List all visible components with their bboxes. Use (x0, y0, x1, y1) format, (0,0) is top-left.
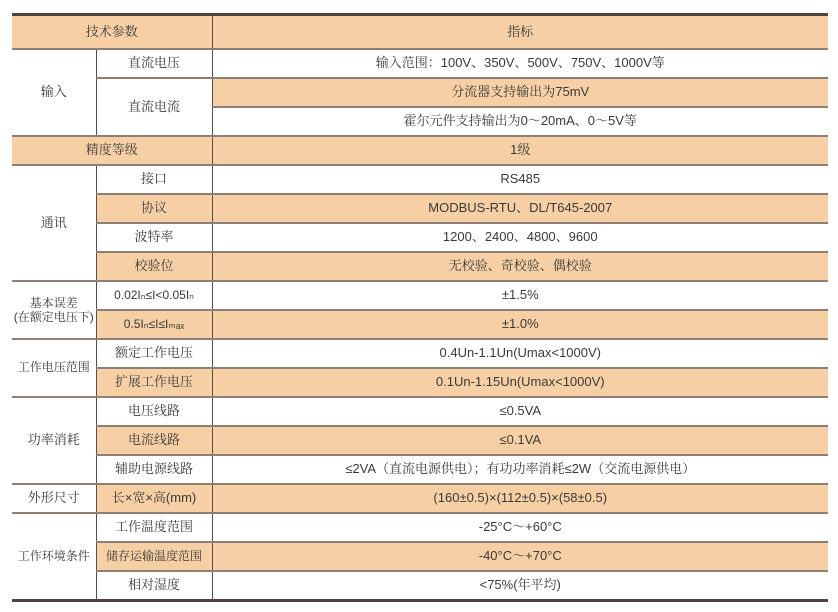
param-error-range1-value: ±1.5% (212, 281, 828, 310)
header-cell-params: 技术参数 (12, 15, 212, 50)
table-row (12, 368, 828, 397)
param-parity-value: 无校验、奇校验、偶校验 (212, 252, 828, 281)
param-current-circuit-value: ≤0.1VA (212, 426, 828, 455)
table-row (12, 310, 828, 339)
section-label-dimensions: 外形尺寸 (12, 484, 96, 513)
table-row (12, 165, 828, 194)
section-label-accuracy: 精度等级 (12, 136, 212, 165)
param-aux-power-value: ≤2VA（直流电源供电）；有功功率消耗≤2W（交流电源供电） (212, 455, 828, 484)
param-dc-current-label: 直流电流 (96, 78, 212, 136)
table-row (12, 542, 828, 571)
header-cell-indicator: 指标 (212, 15, 828, 50)
table-row (12, 49, 828, 78)
param-extended-voltage-value: 0.1Un-1.15Un(Umax<1000V) (212, 368, 828, 397)
table-row (12, 571, 828, 601)
table-row (12, 339, 828, 368)
param-storage-temp-label: 储存运输温度范围 (96, 542, 212, 571)
table-row (12, 426, 828, 455)
basic-error-label-line2: (在额定电压下) (13, 310, 94, 324)
table-row (12, 252, 828, 281)
section-label-comm: 通讯 (12, 165, 96, 281)
param-baud-value: 1200、2400、4800、9600 (212, 223, 828, 252)
param-dc-current-value-hall: 霍尔元件支持输出为0～20mA、0～5V等 (212, 107, 828, 136)
param-baud-label: 波特率 (96, 223, 212, 252)
spec-table (12, 13, 828, 602)
param-voltage-circuit-value: ≤0.5VA (212, 397, 828, 426)
param-voltage-circuit-label: 电压线路 (96, 397, 212, 426)
table-row (12, 281, 828, 310)
table-row (12, 15, 828, 50)
param-protocol-label: 协议 (96, 194, 212, 223)
param-interface-value: RS485 (212, 165, 828, 194)
section-label-working-voltage: 工作电压范围 (12, 339, 96, 397)
param-rated-voltage-value: 0.4Un-1.1Un(Umax<1000V) (212, 339, 828, 368)
param-humidity-value: <75%(年平均) (212, 571, 828, 601)
param-dc-voltage-label: 直流电压 (96, 49, 212, 78)
table-row (12, 513, 828, 542)
param-dc-current-value-shunt: 分流器支持输出为75mV (212, 78, 828, 107)
section-label-basic-error (12, 281, 96, 339)
param-aux-power-label: 辅助电源线路 (96, 455, 212, 484)
section-label-power: 功率消耗 (12, 397, 96, 484)
section-label-environment: 工作环境条件 (12, 513, 96, 601)
param-dc-voltage-value: 输入范围：100V、350V、500V、750V、1000V等 (212, 49, 828, 78)
param-current-circuit-label: 电流线路 (96, 426, 212, 455)
param-lwh-value: (160±0.5)×(112±0.5)×(58±0.5) (212, 484, 828, 513)
param-accuracy-value: 1级 (212, 136, 828, 165)
param-parity-label: 校验位 (96, 252, 212, 281)
param-interface-label: 接口 (96, 165, 212, 194)
param-protocol-value: MODBUS-RTU、DL/T645-2007 (212, 194, 828, 223)
param-rated-voltage-label: 额定工作电压 (96, 339, 212, 368)
param-humidity-label: 相对湿度 (96, 571, 212, 601)
table-row (12, 78, 828, 107)
param-lwh-label: 长×宽×高(mm) (96, 484, 212, 513)
section-label-input: 输入 (12, 49, 96, 136)
param-operating-temp-value: -25°C～+60°C (212, 513, 828, 542)
param-error-range2-value: ±1.0% (212, 310, 828, 339)
param-storage-temp-value: -40°C～+70°C (212, 542, 828, 571)
table-row (12, 194, 828, 223)
param-error-range2-label: 0.5Iₙ≤I≤Iₘₐₓ (96, 310, 212, 339)
table-row (12, 484, 828, 513)
param-operating-temp-label: 工作温度范围 (96, 513, 212, 542)
table-row (12, 455, 828, 484)
param-error-range1-label: 0.02Iₙ≤I<0.05Iₙ (96, 281, 212, 310)
table-row (12, 136, 828, 165)
basic-error-label-line1: 基本误差 (29, 295, 78, 310)
table-row (12, 223, 828, 252)
param-extended-voltage-label: 扩展工作电压 (96, 368, 212, 397)
table-row (12, 397, 828, 426)
